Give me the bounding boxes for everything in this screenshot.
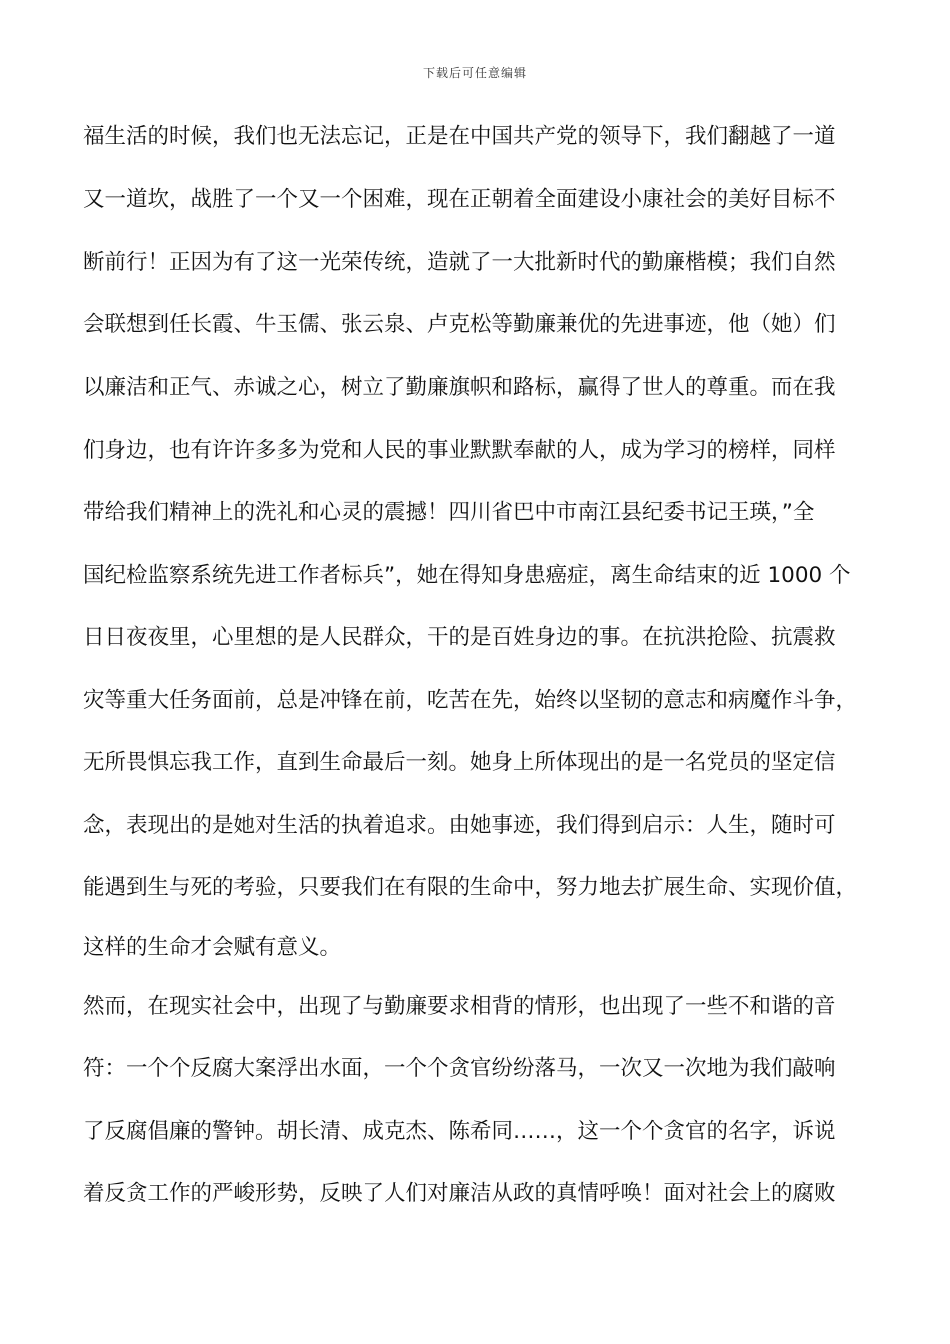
body-line: 带给我们精神上的洗礼和心灵的震撼！四川省巴中市南江县纪委书记王瑛，”全 [83,500,815,525]
body-line: 国纪检监察系统先进工作者标兵”，她在得知身患癌症，离生命结束的近 1000 个 [83,563,851,588]
body-line: 着反贪工作的严峻形势，反映了人们对廉洁从政的真情呼唤！面对社会上的腐败 [83,1181,836,1206]
body-line: 这样的生命才会赋有意义。 [83,935,342,960]
body-line: 灾等重大任务面前，总是冲锋在前，吃苦在先，始终以坚韧的意志和病魔作斗争， [83,688,858,713]
header-note: 下载后可任意编辑 [422,66,527,80]
body-line: 日日夜夜里，心里想的是人民群众，干的是百姓身边的事。在抗洪抢险、抗震救 [83,625,836,650]
body-line: 符：一个个反腐大案浮出水面，一个个贪官纷纷落马，一次又一次地为我们敲响 [83,1056,836,1081]
body-line: 断前行！正因为有了这一光荣传统，造就了一大批新时代的勤廉楷模；我们自然 [83,250,836,275]
body-line: 会联想到任长霞、牛玉儒、张云泉、卢克松等勤廉兼优的先进事迹，他（她）们 [83,312,836,337]
body-line: 能遇到生与死的考验，只要我们在有限的生命中，努力地去扩展生命、实现价值， [83,875,858,900]
body-line: 了反腐倡廉的警钟。胡长清、成克杰、陈希同……，这一个个贪官的名字，诉说 [83,1119,836,1144]
body-line: 然而，在现实社会中，出现了与勤廉要求相背的情形，也出现了一些不和谐的音 [83,994,836,1019]
body-line: 无所畏惧忘我工作，直到生命最后一刻。她身上所体现出的是一名党员的坚定信 [83,750,836,775]
body-line: 以廉洁和正气、赤诚之心，树立了勤廉旗帜和路标，赢得了世人的尊重。而在我 [83,375,836,400]
body-line: 福生活的时候，我们也无法忘记，正是在中国共产党的领导下，我们翻越了一道 [83,124,836,149]
body-line: 们身边，也有许许多多为党和人民的事业默默奉献的人，成为学习的榜样，同样 [83,438,836,463]
body-line: 又一道坎，战胜了一个又一个困难，现在正朝着全面建设小康社会的美好目标不 [83,187,836,212]
body-line: 念，表现出的是她对生活的执着追求。由她事迹，我们得到启示：人生，随时可 [83,813,836,838]
